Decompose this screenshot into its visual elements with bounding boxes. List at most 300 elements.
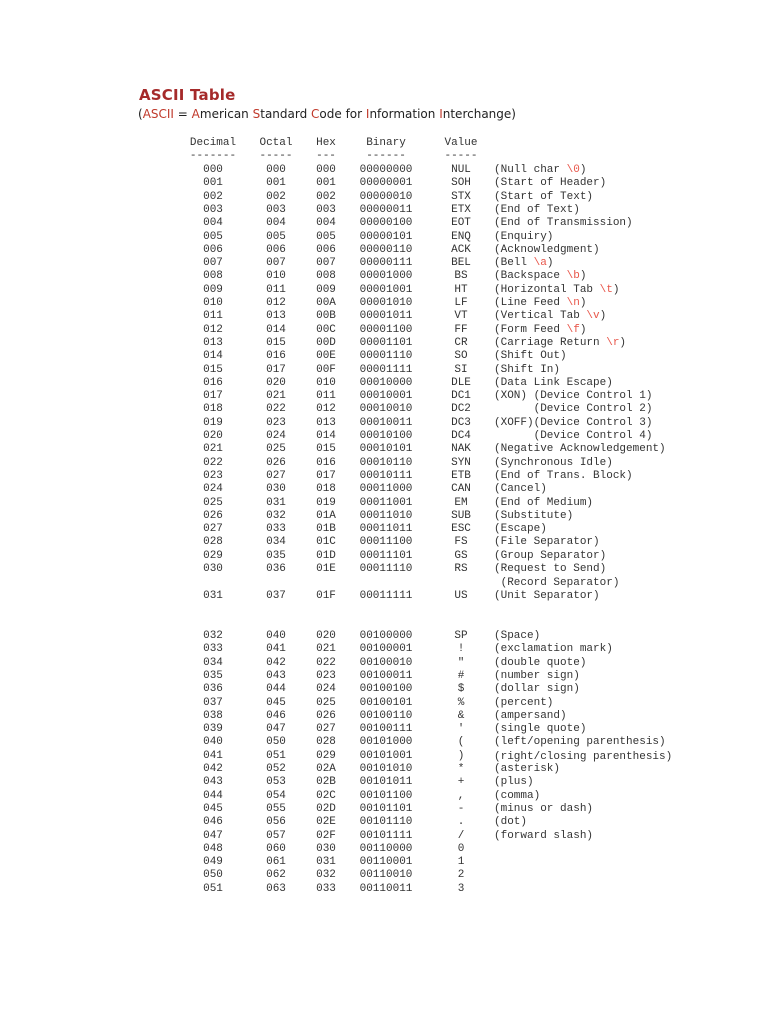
header-octal: Octal xyxy=(259,137,293,149)
description-cell xyxy=(494,683,580,696)
description-cell xyxy=(494,403,652,416)
decimal-cell: 028 xyxy=(203,536,223,549)
description-text: (ampersand) xyxy=(494,709,567,722)
rule-octal: ----- xyxy=(259,150,293,162)
hex-cell: 01A xyxy=(316,509,336,522)
octal-cell: 032 xyxy=(266,509,286,522)
description-cell xyxy=(494,790,540,803)
description-cell xyxy=(494,377,613,390)
hex-cell: 006 xyxy=(316,243,336,256)
table-header xyxy=(0,137,768,151)
hex-cell: 031 xyxy=(316,856,336,869)
description-cell xyxy=(494,776,534,789)
description-cell xyxy=(494,257,553,270)
header-decimal: Decimal xyxy=(189,137,237,149)
description-text: (Substitute) xyxy=(494,509,574,522)
value-cell: DC2 xyxy=(451,403,471,416)
table-row xyxy=(0,643,768,657)
octal-cell: 047 xyxy=(266,723,286,736)
description-text: (Null char xyxy=(494,164,567,176)
octal-cell: 017 xyxy=(266,363,286,376)
decimal-cell: 010 xyxy=(203,297,223,309)
binary-cell: 00110011 xyxy=(359,882,413,895)
hex-cell: 032 xyxy=(316,869,336,882)
binary-cell: 00000101 xyxy=(359,230,413,243)
hex-cell: 016 xyxy=(316,456,336,469)
decimal-cell: 032 xyxy=(203,630,223,642)
octal-cell: 034 xyxy=(266,536,286,549)
description-text: (Vertical Tab xyxy=(494,310,587,323)
description-cell xyxy=(494,657,586,670)
hex-cell: 00F xyxy=(316,363,336,376)
value-cell: 3 xyxy=(457,882,465,895)
table-row xyxy=(0,297,768,311)
binary-cell: 00001001 xyxy=(359,283,413,296)
description-text: (Record Separator) xyxy=(494,577,620,589)
value-cell: ETX xyxy=(451,203,471,216)
value-cell: ACK xyxy=(451,243,471,256)
octal-cell: 042 xyxy=(266,656,286,669)
hex-cell: 025 xyxy=(316,696,336,709)
description-cell xyxy=(494,430,652,443)
description-cell xyxy=(494,337,626,350)
table-row xyxy=(0,510,768,524)
description-cell xyxy=(494,697,553,710)
description-text: (Negative Acknowledgement) xyxy=(494,443,666,456)
binary-cell: 00101101 xyxy=(359,802,413,815)
decimal-cell: 006 xyxy=(203,243,223,256)
table-row xyxy=(0,790,768,804)
description-text: (plus) xyxy=(494,776,534,789)
octal-cell: 011 xyxy=(266,283,286,296)
hex-cell: 01E xyxy=(316,563,336,575)
hex-cell: 000 xyxy=(316,164,336,176)
hex-cell: 00D xyxy=(316,336,336,349)
value-cell: ) xyxy=(457,749,465,762)
octal-cell: 056 xyxy=(266,816,286,829)
table-row xyxy=(0,337,768,351)
table-row xyxy=(0,470,768,484)
octal-cell: 007 xyxy=(266,257,286,270)
decimal-cell: 047 xyxy=(203,829,223,842)
decimal-cell: 022 xyxy=(203,456,223,469)
description-text: (Shift Out) xyxy=(494,350,567,363)
binary-cell: 00001010 xyxy=(359,297,413,309)
hex-cell: 011 xyxy=(316,390,336,403)
binary-cell: 00100010 xyxy=(359,656,413,669)
binary-cell: 00010010 xyxy=(359,403,413,416)
description-text: (Acknowledgment) xyxy=(494,243,600,256)
decimal-cell: 048 xyxy=(203,842,223,855)
decimal-cell: 027 xyxy=(203,523,223,536)
description-cell xyxy=(494,217,633,230)
binary-cell: 00011100 xyxy=(359,536,413,549)
decimal-cell: 014 xyxy=(203,350,223,363)
table-row xyxy=(0,257,768,271)
description-cell xyxy=(494,244,600,257)
description-text: (End of Trans. Block) xyxy=(494,469,633,482)
decimal-cell: 050 xyxy=(203,869,223,882)
value-cell: DLE xyxy=(451,376,471,389)
octal-cell: 012 xyxy=(266,297,286,309)
value-cell: 1 xyxy=(457,856,465,869)
table-row xyxy=(0,750,768,764)
decimal-cell: 018 xyxy=(203,403,223,416)
decimal-cell: 038 xyxy=(203,709,223,722)
table-row xyxy=(0,497,768,511)
octal-cell: 002 xyxy=(266,190,286,203)
octal-cell: 054 xyxy=(266,789,286,802)
value-cell: GS xyxy=(454,549,468,562)
binary-cell: 00001011 xyxy=(359,310,413,323)
table-row xyxy=(0,856,768,870)
rule-value: ----- xyxy=(444,150,478,162)
octal-cell: 010 xyxy=(266,270,286,283)
table-row xyxy=(0,683,768,697)
hex-cell: 008 xyxy=(316,270,336,283)
description-tail: ) xyxy=(579,164,587,176)
description-cell xyxy=(494,577,619,590)
value-cell: ENQ xyxy=(451,230,471,243)
value-cell: & xyxy=(457,709,465,722)
description-text: (Device Control 2) xyxy=(494,403,653,416)
description-text: (Device Control 4) xyxy=(494,430,653,442)
table-row xyxy=(0,377,768,391)
description-text: (forward slash) xyxy=(494,829,594,842)
table-row xyxy=(0,350,768,364)
table-row xyxy=(0,417,768,431)
table-row xyxy=(0,164,768,178)
description-text: (Shift In) xyxy=(494,363,561,376)
value-cell: " xyxy=(457,656,465,669)
hex-cell: 022 xyxy=(316,656,336,669)
decimal-cell: 020 xyxy=(203,430,223,442)
decimal-cell: 021 xyxy=(203,443,223,456)
description-cell xyxy=(494,643,613,656)
decimal-cell: 045 xyxy=(203,802,223,815)
binary-cell: 00101111 xyxy=(359,829,413,842)
hex-cell: 021 xyxy=(316,643,336,656)
hex-cell: 012 xyxy=(316,403,336,416)
octal-cell: 062 xyxy=(266,869,286,882)
octal-cell: 020 xyxy=(266,376,286,389)
description-text: (single quote) xyxy=(494,723,587,736)
value-cell: SOH xyxy=(451,177,471,190)
table-row xyxy=(0,523,768,537)
hex-cell: 005 xyxy=(316,230,336,243)
octal-cell: 025 xyxy=(266,443,286,456)
octal-cell: 050 xyxy=(266,736,286,749)
value-cell: ESC xyxy=(451,523,471,536)
hex-cell: 004 xyxy=(316,217,336,230)
hex-cell: 026 xyxy=(316,709,336,722)
table-row xyxy=(0,763,768,777)
table-row xyxy=(0,630,768,644)
hex-cell: 009 xyxy=(316,283,336,296)
hex-cell: 02B xyxy=(316,776,336,789)
table-row xyxy=(0,590,768,604)
binary-cell: 00000111 xyxy=(359,257,413,270)
table-row xyxy=(0,536,768,550)
table-row xyxy=(0,869,768,883)
octal-cell: 024 xyxy=(266,430,286,442)
binary-cell: 00010110 xyxy=(359,456,413,469)
binary-cell: 00001000 xyxy=(359,270,413,283)
table-row xyxy=(0,217,768,231)
decimal-cell: 012 xyxy=(203,323,223,336)
header-hex: Hex xyxy=(316,137,336,149)
description-text: (XON) (Device Control 1) xyxy=(494,390,653,403)
hex-cell: 033 xyxy=(316,882,336,895)
description-cell xyxy=(494,470,633,483)
description-cell xyxy=(494,763,560,776)
decimal-cell: 019 xyxy=(203,416,223,429)
description-tail: ) xyxy=(612,283,620,296)
description-cell xyxy=(494,497,593,510)
binary-cell: 00000010 xyxy=(359,190,413,203)
description-cell xyxy=(494,550,606,563)
description-text: (number sign) xyxy=(494,669,580,682)
octal-cell: 051 xyxy=(266,749,286,762)
value-cell: DC3 xyxy=(451,416,471,429)
binary-cell: 00101011 xyxy=(359,776,413,789)
escape-sequence: \v xyxy=(586,310,600,323)
value-cell: EM xyxy=(454,496,468,509)
description-cell xyxy=(494,390,652,403)
octal-cell: 006 xyxy=(266,243,286,256)
description-text: (Cancel) xyxy=(494,483,547,496)
value-cell: VT xyxy=(454,310,468,323)
octal-cell: 053 xyxy=(266,776,286,789)
rule-binary: ------ xyxy=(366,150,406,162)
octal-cell: 060 xyxy=(266,842,286,855)
binary-cell: 00101010 xyxy=(359,763,413,775)
description-text: (Carriage Return xyxy=(494,336,607,349)
escape-sequence: \r xyxy=(606,336,620,349)
decimal-cell: 049 xyxy=(203,856,223,869)
description-text: (End of Transmission) xyxy=(494,217,633,230)
description-text: (minus or dash) xyxy=(494,802,594,815)
description-cell xyxy=(494,590,600,603)
octal-cell: 040 xyxy=(266,630,286,642)
hex-cell: 024 xyxy=(316,683,336,696)
description-text: (double quote) xyxy=(494,656,587,669)
hex-cell: 028 xyxy=(316,736,336,749)
binary-cell: 00010011 xyxy=(359,416,413,429)
binary-cell: 00011011 xyxy=(359,523,413,536)
table-row xyxy=(0,776,768,790)
description-cell xyxy=(494,483,547,496)
description-cell xyxy=(494,324,586,337)
hex-cell: 02D xyxy=(316,802,336,815)
hex-cell: 00B xyxy=(316,310,336,323)
escape-sequence: \n xyxy=(566,297,580,309)
header-binary: Binary xyxy=(366,137,406,149)
binary-cell: 00110001 xyxy=(359,856,413,869)
escape-sequence: \0 xyxy=(566,164,580,176)
decimal-cell: 001 xyxy=(203,177,223,190)
octal-cell: 022 xyxy=(266,403,286,416)
hex-cell: 02C xyxy=(316,789,336,802)
description-text: (dollar sign) xyxy=(494,683,580,696)
description-cell xyxy=(494,457,613,470)
decimal-cell: 002 xyxy=(203,190,223,203)
value-cell: ! xyxy=(457,643,465,656)
binary-cell: 00001111 xyxy=(359,363,413,376)
decimal-cell: 046 xyxy=(203,816,223,829)
hex-cell: 001 xyxy=(316,177,336,190)
table-row xyxy=(0,563,768,577)
hex-cell: 014 xyxy=(316,430,336,442)
decimal-cell: 007 xyxy=(203,257,223,270)
table-row xyxy=(0,231,768,245)
binary-cell: 00000110 xyxy=(359,243,413,256)
value-cell: NAK xyxy=(451,443,471,456)
octal-cell: 013 xyxy=(266,310,286,323)
decimal-cell: 029 xyxy=(203,549,223,562)
value-cell: DC4 xyxy=(451,430,471,442)
octal-cell: 003 xyxy=(266,203,286,216)
value-cell: EOT xyxy=(451,217,471,230)
description-text: (End of Text) xyxy=(494,203,580,216)
table-row xyxy=(0,443,768,457)
hex-cell: 019 xyxy=(316,496,336,509)
description-cell xyxy=(494,510,573,523)
rule-decimal: ------- xyxy=(189,150,237,162)
value-cell: ( xyxy=(457,736,465,749)
value-cell: RS xyxy=(454,563,468,575)
description-tail: ) xyxy=(579,270,587,283)
description-cell xyxy=(494,310,606,323)
binary-cell: 00100000 xyxy=(359,630,413,642)
table-row xyxy=(0,191,768,205)
description-tail: ) xyxy=(599,310,607,323)
table-row xyxy=(0,284,768,298)
table-row xyxy=(0,816,768,830)
hex-cell: 030 xyxy=(316,842,336,855)
description-cell xyxy=(494,723,586,736)
decimal-cell: 031 xyxy=(203,590,223,602)
binary-cell: 00010000 xyxy=(359,376,413,389)
hex-cell: 01C xyxy=(316,536,336,549)
escape-sequence: \b xyxy=(566,270,580,283)
table-row xyxy=(0,843,768,857)
octal-cell: 030 xyxy=(266,483,286,496)
description-text: (Form Feed xyxy=(494,323,567,336)
binary-cell: 00001110 xyxy=(359,350,413,363)
description-text: (percent) xyxy=(494,696,554,709)
value-cell: + xyxy=(457,776,465,789)
value-cell: DC1 xyxy=(451,390,471,403)
binary-cell: 00011010 xyxy=(359,509,413,522)
description-cell xyxy=(494,710,567,723)
binary-cell: 00011110 xyxy=(359,563,413,575)
description-tail: ) xyxy=(619,336,627,349)
binary-cell: 00011001 xyxy=(359,496,413,509)
octal-cell: 061 xyxy=(266,856,286,869)
binary-cell: 00010101 xyxy=(359,443,413,456)
description-cell xyxy=(494,803,593,816)
escape-sequence: \a xyxy=(533,257,547,270)
description-text: (Request to Send) xyxy=(494,563,607,575)
rule-hex: --- xyxy=(316,150,336,162)
description-text: (Line Feed xyxy=(494,297,567,309)
binary-cell: 00001101 xyxy=(359,336,413,349)
table-row xyxy=(0,244,768,258)
decimal-cell: 009 xyxy=(203,283,223,296)
description-cell xyxy=(494,164,586,177)
value-cell: ' xyxy=(457,723,465,736)
hex-cell: 01D xyxy=(316,549,336,562)
binary-cell: 00110000 xyxy=(359,842,413,855)
description-tail: ) xyxy=(579,323,587,336)
octal-cell: 055 xyxy=(266,802,286,815)
decimal-cell: 024 xyxy=(203,483,223,496)
description-text: (Start of Text) xyxy=(494,190,594,203)
octal-cell: 035 xyxy=(266,549,286,562)
table-row xyxy=(0,430,768,444)
decimal-cell: 036 xyxy=(203,683,223,696)
table-row xyxy=(0,723,768,737)
binary-cell: 00101110 xyxy=(359,816,413,829)
description-text: (comma) xyxy=(494,789,541,802)
table-row xyxy=(0,390,768,404)
decimal-cell: 039 xyxy=(203,723,223,736)
value-cell: $ xyxy=(457,683,465,696)
decimal-cell: 035 xyxy=(203,669,223,682)
hex-cell: 02A xyxy=(316,763,336,775)
header-value: Value xyxy=(444,137,478,149)
description-cell xyxy=(494,231,553,244)
value-cell: US xyxy=(454,590,468,602)
octal-cell: 033 xyxy=(266,523,286,536)
binary-cell: 00011000 xyxy=(359,483,413,496)
binary-cell: 00011111 xyxy=(359,590,413,602)
hex-cell: 003 xyxy=(316,203,336,216)
hex-cell: 027 xyxy=(316,723,336,736)
decimal-cell: 041 xyxy=(203,749,223,762)
table-row xyxy=(0,364,768,378)
table-row xyxy=(0,310,768,324)
description-text: (exclamation mark) xyxy=(494,643,613,656)
description-text: (Horizontal Tab xyxy=(494,283,600,296)
octal-cell: 037 xyxy=(266,590,286,602)
binary-cell: 00010001 xyxy=(359,390,413,403)
octal-cell: 027 xyxy=(266,469,286,482)
description-cell xyxy=(494,816,527,829)
table-row xyxy=(0,883,768,897)
octal-cell: 057 xyxy=(266,829,286,842)
octal-cell: 015 xyxy=(266,336,286,349)
hex-cell: 020 xyxy=(316,630,336,642)
binary-cell: 00100101 xyxy=(359,696,413,709)
decimal-cell: 037 xyxy=(203,696,223,709)
octal-cell: 041 xyxy=(266,643,286,656)
description-text: (Data Link Escape) xyxy=(494,376,613,389)
description-cell xyxy=(494,830,593,843)
table-row xyxy=(0,710,768,724)
value-cell: # xyxy=(457,669,465,682)
decimal-cell: 011 xyxy=(203,310,223,323)
table-row xyxy=(0,657,768,671)
table-row xyxy=(0,670,768,684)
decimal-cell: 033 xyxy=(203,643,223,656)
hex-cell: 015 xyxy=(316,443,336,456)
decimal-cell: 004 xyxy=(203,217,223,230)
hex-cell: 018 xyxy=(316,483,336,496)
octal-cell: 044 xyxy=(266,683,286,696)
description-cell xyxy=(494,630,540,643)
